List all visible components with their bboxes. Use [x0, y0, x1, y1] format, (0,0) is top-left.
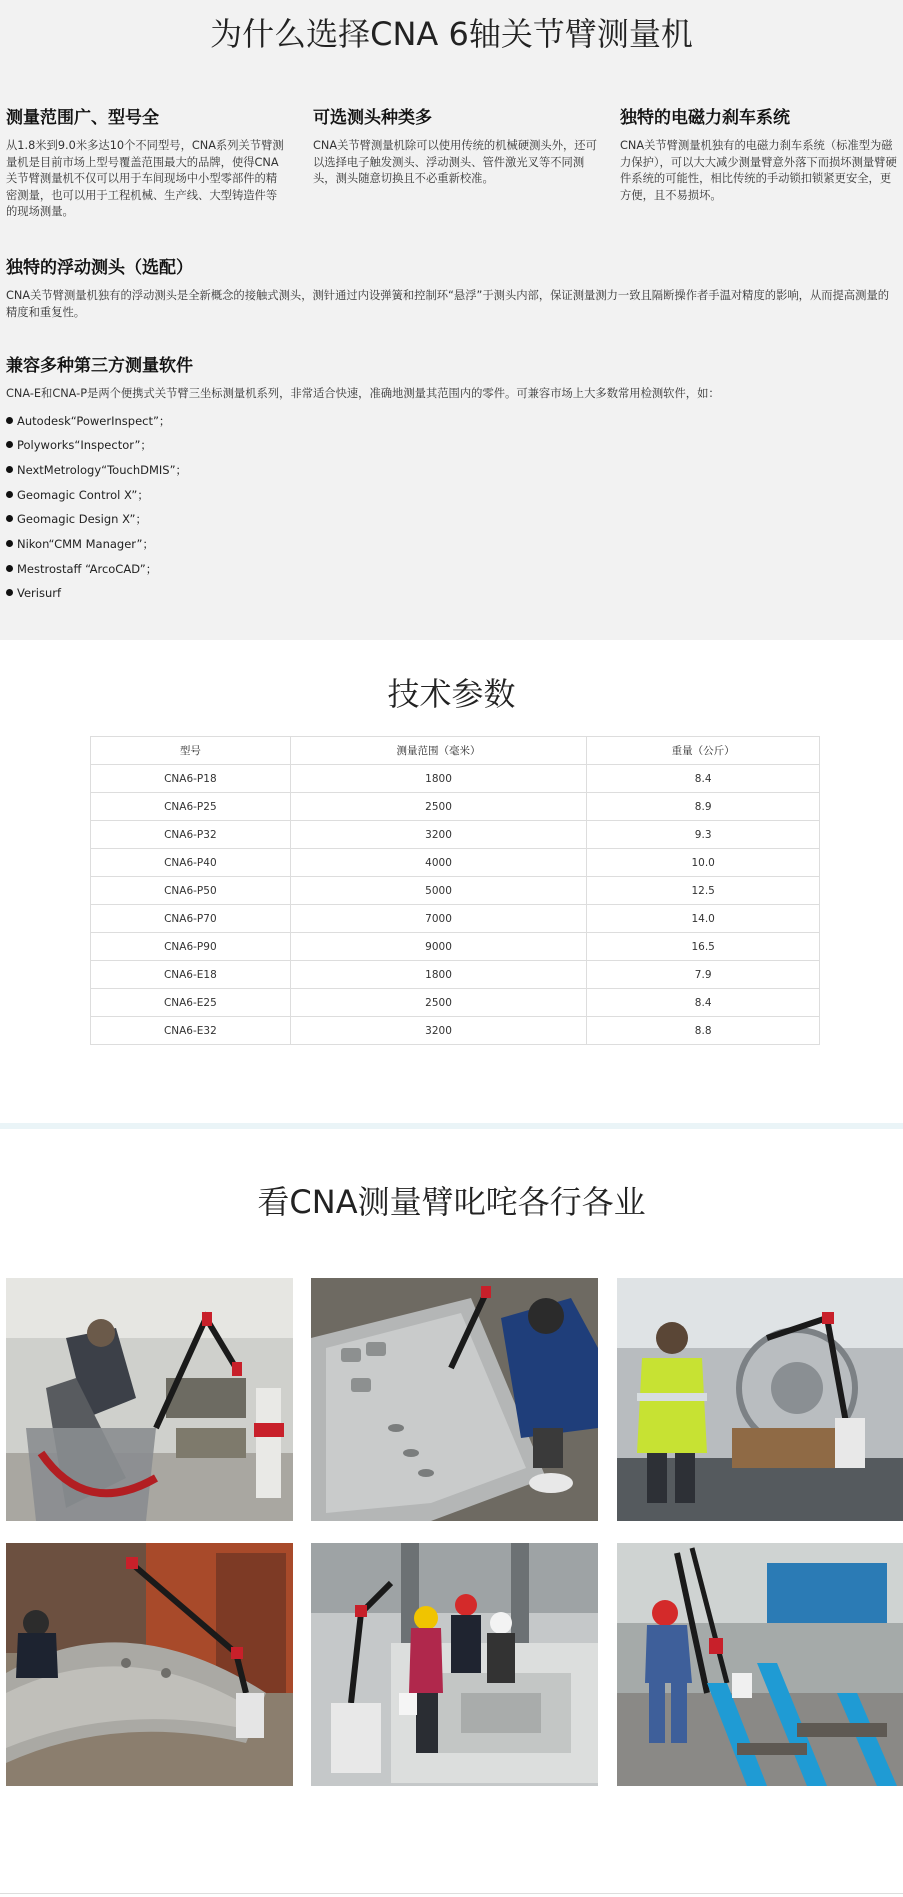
feature-text: CNA关节臂测量机独有的浮动测头是全新概念的接触式测头，测针通过内设弹簧和控制环“悬浮”于测头内部，保证测量测力一致且隔断操作者手温对精度的影响，从而提高测量的精度和重复性。 — [6, 289, 890, 319]
bullet-icon — [6, 491, 13, 498]
list-item: Geomagic Control X”； — [6, 483, 900, 508]
application-photo-steel-structure — [617, 1543, 903, 1786]
bullet-icon — [6, 540, 13, 547]
cell-model: CNA6-E32 — [91, 1017, 291, 1045]
table-row — [91, 849, 820, 877]
feature-floating-probe — [6, 256, 900, 321]
photo-illustration — [311, 1543, 598, 1786]
bullet-icon — [6, 417, 13, 424]
cell-weight: 7.9 — [587, 961, 820, 989]
cell-range: 1800 — [290, 765, 587, 793]
photo-illustration — [617, 1278, 903, 1521]
cell-weight: 12.5 — [587, 877, 820, 905]
cell-model: CNA6-E18 — [91, 961, 291, 989]
application-photo-sheet-metal — [311, 1278, 598, 1521]
list-item: Polyworks“Inspector”； — [6, 433, 900, 458]
feature-title: 测量范围广、型号全 — [6, 108, 159, 128]
why-choose-section — [0, 0, 903, 640]
list-item: Verisurf — [6, 581, 900, 606]
cell-weight: 8.4 — [587, 765, 820, 793]
table-row — [91, 821, 820, 849]
cell-range: 3200 — [290, 821, 587, 849]
table-row — [91, 877, 820, 905]
bullet-icon — [6, 589, 13, 596]
feature-software-compat — [6, 354, 900, 606]
cell-weight: 8.4 — [587, 989, 820, 1017]
section-divider — [0, 1123, 903, 1129]
table-row — [91, 989, 820, 1017]
column-header-model: 型号 — [91, 737, 291, 765]
cell-range: 7000 — [290, 905, 587, 933]
photo-illustration — [617, 1543, 903, 1786]
cell-model: CNA6-P40 — [91, 849, 291, 877]
feature-title: 可选测头种类多 — [313, 108, 432, 128]
list-item: Autodesk“PowerInspect”； — [6, 409, 900, 434]
feature-text: CNA-E和CNA-P是两个便携式关节臂三坐标测量机系列，非常适合快速，准确地测量其范围内的零件。可兼容市场上大多数常用检测软件，如： — [6, 387, 720, 400]
list-item: Nikon“CMM Manager”； — [6, 532, 900, 557]
cell-model: CNA6-P90 — [91, 933, 291, 961]
feature-text: CNA关节臂测量机除可以使用传统的机械硬测头外，还可以选择电子触发测头、浮动测头、管件激光叉等不同测头，测头随意切换且不必重新校准。 — [313, 139, 597, 185]
software-list — [6, 409, 900, 607]
cell-model: CNA6-P70 — [91, 905, 291, 933]
photo-illustration — [6, 1543, 293, 1786]
bullet-icon — [6, 565, 13, 572]
table-header-row — [91, 737, 820, 765]
cell-range: 1800 — [290, 961, 587, 989]
cell-weight: 8.9 — [587, 793, 820, 821]
cell-model: CNA6-E25 — [91, 989, 291, 1017]
application-photo-machine-frame — [311, 1543, 598, 1786]
feature-brake-system — [620, 106, 900, 204]
table-row — [91, 933, 820, 961]
column-header-weight: 重量（公斤） — [587, 737, 820, 765]
cell-range: 4000 — [290, 849, 587, 877]
bullet-icon — [6, 466, 13, 473]
bullet-icon — [6, 441, 13, 448]
cell-range: 2500 — [290, 989, 587, 1017]
application-photo-curved-plate — [6, 1543, 293, 1786]
cell-weight: 10.0 — [587, 849, 820, 877]
feature-measuring-range — [6, 106, 288, 221]
feature-text: 从1.8米到9.0米多达10个不同型号，CNA系列关节臂测量机是目前市场上型号覆盖范围最大的品牌，使得CNA关节臂测量机不仅可以用于车间现场中小型零部件的精密测量，也可以用于工程机械、生产线、大型铸造件等的现场测量。 — [6, 139, 284, 218]
cell-model: CNA6-P50 — [91, 877, 291, 905]
feature-probe-types — [313, 106, 597, 188]
table-row — [91, 1017, 820, 1045]
why-choose-title: 为什么选择CNA 6轴关节臂测量机 — [210, 15, 693, 53]
list-item: Mestrostaff “ArcoCAD”； — [6, 557, 900, 582]
application-photo-flange-inspection — [617, 1278, 903, 1521]
feature-title: 独特的浮动测头（选配） — [6, 258, 193, 278]
spec-table — [90, 736, 820, 1045]
table-row — [91, 765, 820, 793]
cell-weight: 8.8 — [587, 1017, 820, 1045]
table-row — [91, 793, 820, 821]
application-photo-seat-fixture — [6, 1278, 293, 1521]
feature-title: 兼容多种第三方测量软件 — [6, 356, 193, 376]
photo-illustration — [6, 1278, 293, 1521]
bullet-icon — [6, 515, 13, 522]
feature-text: CNA关节臂测量机独有的电磁力刹车系统（标准型为磁力保护），可以大大减少测量臂意外落下而损坏测量臂硬件系统的可能性，相比传统的手动锁扣锁紧更安全，更方便，且不易损坏。 — [620, 139, 897, 202]
table-row — [91, 961, 820, 989]
cell-model: CNA6-P18 — [91, 765, 291, 793]
page-bottom-border — [0, 1893, 903, 1894]
cell-weight: 9.3 — [587, 821, 820, 849]
photo-illustration — [311, 1278, 598, 1521]
feature-title: 独特的电磁力刹车系统 — [620, 108, 790, 128]
cell-range: 9000 — [290, 933, 587, 961]
table-row — [91, 905, 820, 933]
cell-weight: 14.0 — [587, 905, 820, 933]
cell-range: 2500 — [290, 793, 587, 821]
cell-model: CNA6-P32 — [91, 821, 291, 849]
cell-model: CNA6-P25 — [91, 793, 291, 821]
cell-range: 3200 — [290, 1017, 587, 1045]
industry-title: 看CNA测量臂叱咤各行各业 — [257, 1183, 646, 1221]
tech-params-title: 技术参数 — [387, 675, 516, 713]
list-item: Geomagic Design X”； — [6, 507, 900, 532]
list-item: NextMetrology“TouchDMIS”； — [6, 458, 900, 483]
cell-range: 5000 — [290, 877, 587, 905]
cell-weight: 16.5 — [587, 933, 820, 961]
column-header-range: 测量范围（毫米） — [290, 737, 587, 765]
